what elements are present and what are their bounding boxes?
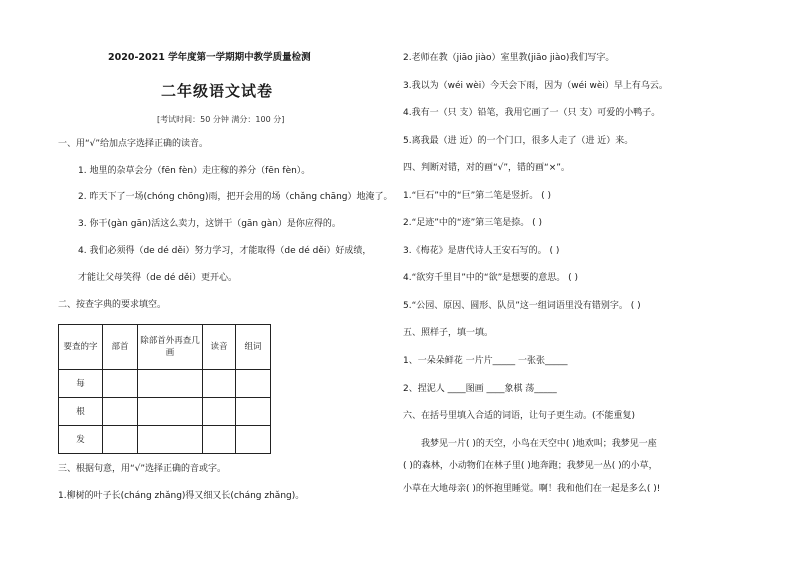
- section1-item: 1. 地里的杂草会分（fēn fèn）走庄稼的养分（fēn fèn）。: [78, 166, 311, 176]
- table-header-cell: 部首: [103, 325, 138, 370]
- table-cell: 发: [59, 426, 103, 454]
- table-cell[interactable]: [203, 398, 236, 426]
- table-cell: 根: [59, 398, 103, 426]
- section5-item: 1、一朵朵鲜花 一片片_____ 一张张_____: [403, 356, 568, 366]
- table-cell: 每: [59, 370, 103, 398]
- section3-item: 2.老师在教（jiāo jiào）室里教(jiāo jiào)我们写字。: [403, 53, 615, 63]
- table-cell[interactable]: [138, 426, 203, 454]
- table-cell[interactable]: [138, 398, 203, 426]
- section4-heading: 四、判断对错，对的画“√”，错的画“×”。: [403, 163, 570, 173]
- table-row: [59, 398, 271, 426]
- table-cell[interactable]: [103, 370, 138, 398]
- section3-item: 4.我有一（只 支）铅笔，我用它画了一（只 支）可爱的小鸭子。: [403, 108, 661, 118]
- section1-item: 3. 你干(gàn gān)活这么卖力，这饼干（gān gàn）是你应得的。: [78, 219, 341, 229]
- section3-heading: 三、根据句意，用“√”选择正确的音或字。: [58, 464, 227, 474]
- section1-item: 才能让父母笑得（de dé děi）更开心。: [78, 273, 237, 283]
- table-cell[interactable]: [103, 398, 138, 426]
- table-cell[interactable]: [236, 398, 271, 426]
- table-header-cell: 读音: [203, 325, 236, 370]
- table-header-cell: 除部首外再查几画: [138, 325, 203, 370]
- section1-heading: 一、用“√”给加点字选择正确的读音。: [58, 139, 209, 149]
- section5-item: 2、捏泥人 ____图画 ____象棋 荡_____: [403, 384, 557, 394]
- exam-title: 2020-2021 学年度第一学期期中教学质量检测: [108, 52, 311, 63]
- section3-item: 3.我以为（wéi wèi）今天会下雨，因为（wéi wèi）早上有乌云。: [403, 81, 668, 91]
- dictionary-table: [58, 324, 271, 454]
- table-cell[interactable]: [236, 426, 271, 454]
- section6-line: ( )的森林，小动物们在林子里( )地奔跑；我梦见一丛( )的小草，: [403, 461, 658, 471]
- table-row: [59, 370, 271, 398]
- section6-heading: 六、在括号里填入合适的词语，让句子更生动。(不能重复): [403, 411, 636, 421]
- section6-line: 小草在大地母亲( )的怀抱里睡觉。啊！我和他们在一起是多么( )!: [403, 484, 661, 494]
- section4-item: 2.“足迹”中的“迹”第三笔是捺。 ( ): [403, 218, 542, 228]
- table-cell[interactable]: [236, 370, 271, 398]
- table-row: [59, 426, 271, 454]
- section4-item: 5.“公园、原因、圆形、队员”这一组词语里没有错别字。 ( ): [403, 301, 641, 311]
- section3-item: 1.柳树的叶子长(cháng zhǎng)得又细又长(cháng zhǎng)。: [58, 491, 305, 501]
- section4-item: 4.“欲穷千里目”中的“欲”是想要的意思。 ( ): [403, 273, 578, 283]
- table-header-cell: 组词: [236, 325, 271, 370]
- table-header-cell: 要查的字: [59, 325, 103, 370]
- section5-heading: 五、照样子，填一填。: [403, 328, 494, 338]
- section4-item: 3.《梅花》是唐代诗人王安石写的。 ( ): [403, 246, 560, 256]
- section1-item: 4. 我们必须得（de dé děi）努力学习，才能取得（de dé děi）好成绩，: [78, 246, 372, 256]
- section6-line: 我梦见一片( )的天空，小鸟在天空中( )地欢叫；我梦见一座: [421, 439, 657, 449]
- exam-info: [考试时间：50 分钟 满分：100 分]: [157, 115, 285, 124]
- table-cell[interactable]: [103, 426, 138, 454]
- section3-item: 5.离我最（进 近）的一个门口，很多人走了（进 近）来。: [403, 136, 634, 146]
- table-cell[interactable]: [203, 370, 236, 398]
- section1-item: 2. 昨天下了一场(chóng chōng)雨，把开会用的场（chǎng chāng）地淹了。: [78, 192, 393, 202]
- section4-item: 1.“巨石”中的“巨”第二笔是竖折。 ( ): [403, 191, 551, 201]
- table-header-row: [59, 325, 271, 370]
- table-cell[interactable]: [138, 370, 203, 398]
- exam-subtitle: 二年级语文试卷: [161, 82, 274, 100]
- section2-heading: 二、按查字典的要求填空。: [58, 300, 167, 310]
- table-cell[interactable]: [203, 426, 236, 454]
